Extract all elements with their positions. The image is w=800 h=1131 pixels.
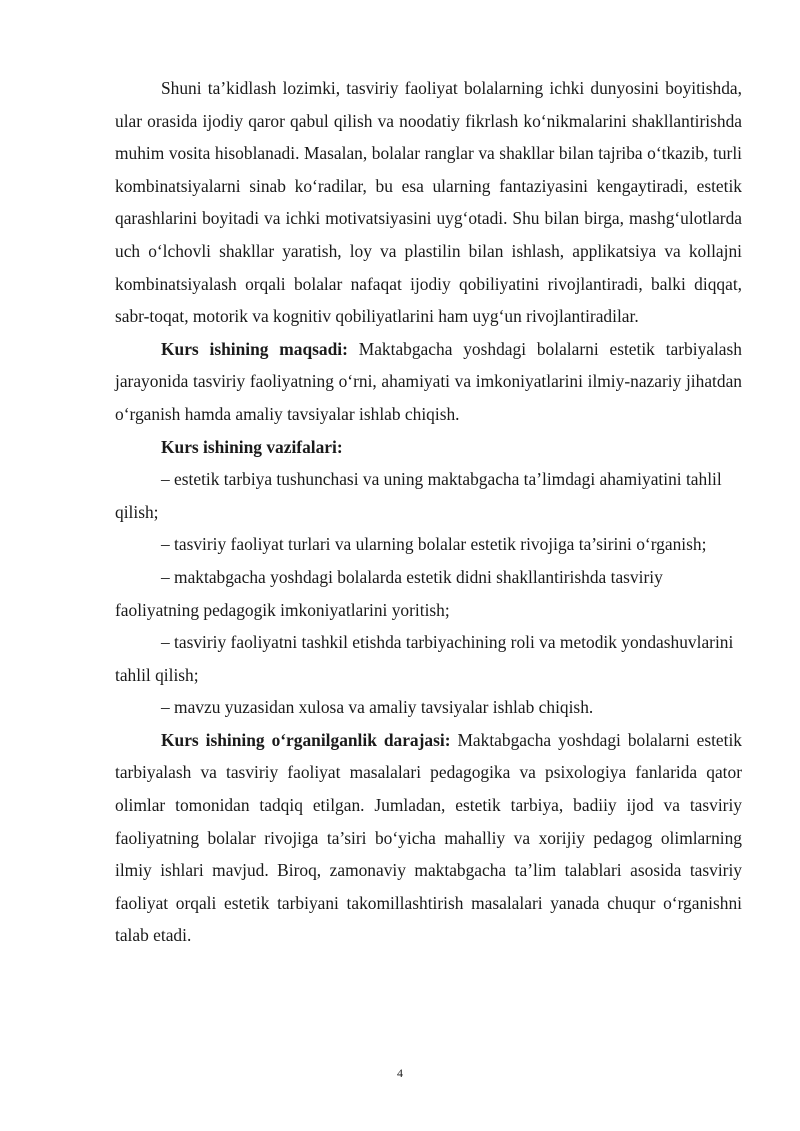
document-page bbox=[115, 72, 742, 952]
study-level-text: Maktabgacha yoshdagi bolalarni estetik tarbiyalash va tasviriy faoliyat masalalari pedagogika va psixologiya fanlarida qator olimlar tomonidan tadqiq etilgan. Jumladan, estetik tarbiya, badiiy ijod va tasviriy faoliyatning bolalar rivojiga ta’siri bo‘yicha mahalliy va xorijiy pedagog olimlarning ilmiy ishlari mavjud. Biroq, zamonaviy maktabgacha ta’lim talablari asosida tasviriy faoliyat orqali estetik tarbiyani takomillashtirish masalalari yanada chuqur o‘rganishni talab etadi. bbox=[115, 729, 742, 946]
task-item: – tasviriy faoliyatni tashkil etishda tarbiyachining roli va metodik yondashuvlarini tahlil qilish; bbox=[115, 632, 734, 685]
study-level-label: Kurs ishining o‘rganilganlik darajasi: bbox=[161, 729, 451, 750]
tasks-label: Kurs ishining vazifalari: bbox=[161, 436, 343, 457]
paragraph-study-level bbox=[115, 724, 742, 952]
task-item: – tasviriy faoliyat turlari va ularning bolalar estetik rivojiga ta’sirini o‘rganish; bbox=[161, 534, 707, 555]
task-item: – estetik tarbiya tushunchasi va uning maktabgacha ta’limdagi ahamiyatini tahlil qilish; bbox=[115, 469, 722, 522]
goal-label: Kurs ishining maqsadi: bbox=[161, 338, 348, 359]
task-item: – maktabgacha yoshdagi bolalarda estetik didni shakllantirishda tasviriy faoliyatning pedagogik imkoniyatlarini yoritish; bbox=[115, 566, 663, 620]
paragraph-intro: Shuni ta’kidlash lozimki, tasviriy faoliyat bolalarning ichki dunyosini boyitishda, ular orasida ijodiy qaror qabul qilish va noodatiy fikrlash ko‘nikmalarini shakllantirishda muhim vosita hisoblanadi. Masalan, bolalar ranglar va shakllar bilan tajriba o‘tkazib, turli kombinatsiyalarni sinab ko‘radilar, bu esa ularning fantaziyasini kengaytiradi, estetik qarashlarini boyitadi va ichki motivatsiyasini uyg‘otadi. Shu bilan birga, mashg‘ulotlarda uch o‘lchovli shakllar yaratish, loy va plastilin bilan ishlash, applikatsiya va kollajni kombinatsiyalash orqali bolalar nafaqat ijodiy qobiliyatini rivojlantiradi, balki diqqat, sabr-toqat, motorik va kognitiv qobiliyatlarini ham uyg‘un rivojlantiradilar. bbox=[115, 78, 742, 327]
paragraph-goal bbox=[115, 333, 742, 431]
goal-text: Maktabgacha yoshdagi bolalarni estetik tarbiyalash jarayonida tasviriy faoliyatning o‘rni, ahamiyati va imkoniyatlarini ilmiy-nazariy jihatdan o‘rganish hamda amaliy tavsiyalar ishlab chiqish. bbox=[115, 338, 742, 424]
tasks-heading bbox=[115, 431, 742, 464]
task-item: – mavzu yuzasidan xulosa va amaliy tavsiyalar ishlab chiqish. bbox=[161, 697, 594, 718]
page-number: 4 bbox=[397, 1066, 403, 1080]
